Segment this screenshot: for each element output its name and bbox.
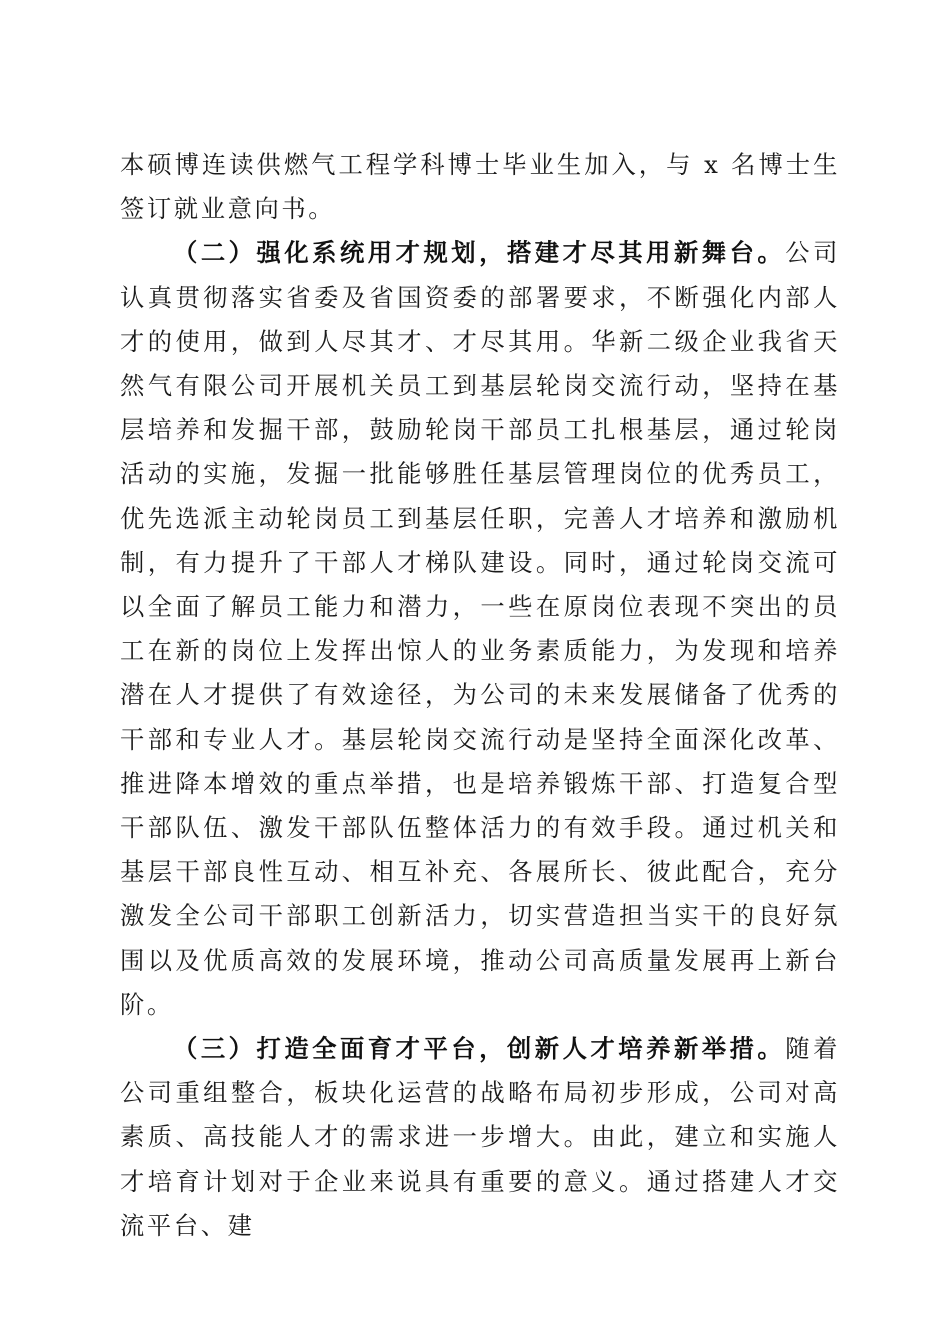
paragraph-2 (120, 231, 840, 1027)
paragraph-1 (120, 143, 840, 231)
paragraph-3-heading: （三）打造全面育才平台，创新人才培养新举措。 (173, 1034, 786, 1064)
paragraph-1-text: 本硕博连读供燃气工程学科博士毕业生加入，与 x 名博士生签订就业意向书。 (120, 150, 840, 224)
paragraph-2-text: 公司认真贯彻落实省委及省国资委的部署要求，不断强化内部人才的使用，做到人尽其才、才尽其用。华新二级企业我省天然气有限公司开展机关员工到基层轮岗交流行动，坚持在基层培养和发掘干部，鼓励轮岗干部员工扎根基层，通过轮岗活动的实施，发掘一批能够胜任基层管理岗位的优秀员工，优先选派主动轮岗员工到基层任职，完善人才培养和激励机制，有力提升了干部人才梯队建设。同时，通过轮岗交流可以全面了解员工能力和潜力，一些在原岗位表现不突出的员工在新的岗位上发挥出惊人的业务素质能力，为发现和培养潜在人才提供了有效途径，为公司的未来发展储备了优秀的干部和专业人才。基层轮岗交流行动是坚持全面深化改革、推进降本增效的重点举措，也是培养锻炼干部、打造复合型干部队伍、激发干部队伍整体活力的有效手段。通过机关和基层干部良性互动、相互补充、各展所长、彼此配合，充分激发全公司干部职工创新活力，切实营造担当实干的良好氛围以及优质高效的发展环境，推动公司高质量发展再上新台阶。 (120, 238, 840, 1019)
paragraph-3-text: 随着公司重组整合，板块化运营的战略布局初步形成，公司对高素质、高技能人才的需求进一步增大。由此，建立和实施人才培育计划对于企业来说具有重要的意义。通过搭建人才交流平台、建 (120, 1034, 840, 1240)
paragraph-3 (120, 1027, 840, 1248)
paragraph-2-heading: （二）强化系统用才规划，搭建才尽其用新舞台。 (173, 238, 786, 268)
document-body (120, 143, 840, 1248)
